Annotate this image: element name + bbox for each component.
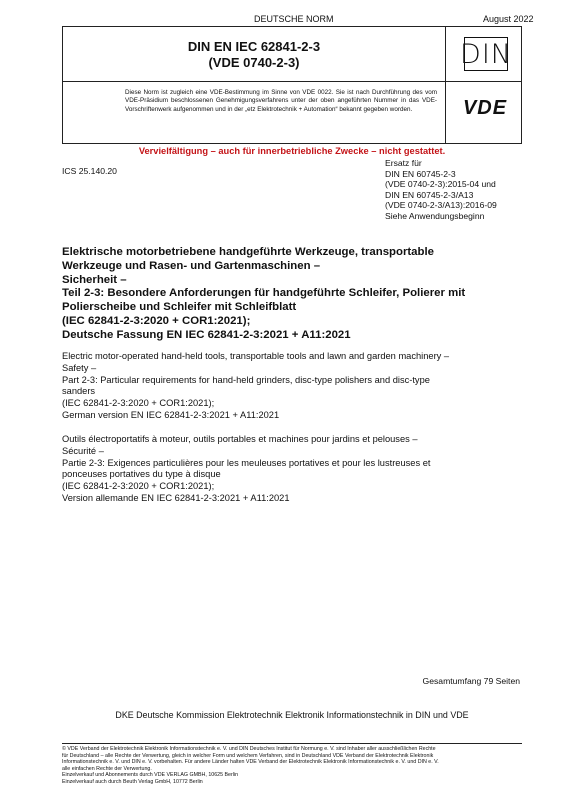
publication-date: August 2022 (483, 14, 534, 24)
title-german (62, 246, 542, 343)
title-german-line: Sicherheit – (62, 273, 127, 286)
header-divider-vertical (445, 27, 446, 143)
title-german-line: Deutsche Fassung EN IEC 62841-2-3:2021 + A11:2021 (62, 328, 351, 341)
title-english-line: German version EN IEC 62841-2-3:2021 + A11:2021 (62, 409, 280, 420)
replacement-line: Siehe Anwendungsbeginn (385, 210, 485, 221)
copyright-line: © VDE Verband der Elektrotechnik Elektronik Informationstechnik e. V. und DIN Deutsches Institut für Normung e. V. sind Inhaber aller ausschließlichen Rechte (62, 746, 436, 752)
sales-line: Einzelverkauf auch durch Beuth Verlag GmbH, 10772 Berlin (62, 778, 203, 785)
title-french-line: (IEC 62841-2-3:2020 + COR1:2021); (62, 481, 215, 492)
title-french-line: Partie 2-3: Exigences particulières pour les meuleuses portatives et pour les lustreuses et (62, 457, 431, 468)
title-french-line: Version allemande EN IEC 62841-2-3:2021 + A11:2021 (62, 492, 290, 503)
dke-line: DKE Deutsche Kommission Elektrotechnik Elektronik Informationstechnik in DIN und VDE (115, 710, 469, 720)
title-english-line: sanders (62, 386, 96, 397)
header-box (62, 26, 522, 144)
total-pages: Gesamtumfang 79 Seiten (422, 676, 520, 686)
copyright-footer (62, 746, 532, 786)
title-english (62, 351, 542, 422)
replacement-line: DIN EN 60745-2-3 (385, 168, 456, 179)
vde-regulation-note: Diese Norm ist zugleich eine VDE-Bestimmung im Sinne von VDE 0022. Sie ist nach Durchführung des vom VDE-Präsidium beschlossenen Genehmigungsverfahrens unter der oben angeführten Nummer in das VDE-Vorschriftenwerk aufgenommen und in der „etz Elektrotechnik + Automation“ bekannt gegeben worden. (125, 89, 437, 113)
title-english-line: Electric motor-operated hand-held tools, transportable tools and lawn and garden machinery – (62, 351, 450, 361)
title-french (62, 434, 542, 505)
title-french-line: Sécurité – (62, 445, 104, 456)
title-german-line: (IEC 62841-2-3:2020 + COR1:2021); (62, 314, 251, 327)
copy-warning: Vervielfältigung – auch für innerbetriebliche Zwecke – nicht gestattet. (138, 146, 446, 156)
title-german-line: Polierscheibe und Schleifer mit Schleifblatt (62, 301, 297, 314)
sales-line: Einzelverkauf und Abonnements durch VDE VERLAG GMBH, 10625 Berlin (62, 772, 239, 779)
replacement-line: Ersatz für (385, 158, 422, 168)
replacement-line: DIN EN 60745-2-3/A13 (385, 189, 474, 200)
footer-divider (62, 743, 522, 744)
din-logo: DIN (460, 38, 512, 70)
title-french-line: ponceuses portatives du type à disque (62, 469, 221, 480)
vde-number: (VDE 0740-2-3) (208, 55, 300, 70)
standard-designation (63, 39, 445, 71)
copyright-line: Informationstechnik e. V. und DIN e. V. vorbehalten. Für andere Länder halten VDE Verband der Elektrotechnik Elektronik Informationstechnik e. V. und DIN e. V. (62, 759, 439, 766)
replacement-line: (VDE 0740-2-3/A13):2016-09 (385, 200, 497, 211)
title-german-line: Teil 2-3: Besondere Anforderungen für handgeführte Schleifer, Polierer mit (62, 287, 466, 300)
replacement-info (385, 158, 560, 222)
title-french-line: Outils électroportatifs à moteur, outils portables et machines pour jardins et pelouses – (62, 434, 418, 444)
ics-code: ICS 25.140.20 (62, 166, 117, 176)
norm-series-label: DEUTSCHE NORM (254, 14, 334, 24)
header-divider-horizontal (63, 81, 521, 82)
replacement-line: (VDE 0740-2-3):2015-04 und (385, 179, 496, 190)
title-german-line: Werkzeuge und Rasen- und Gartenmaschinen – (62, 259, 321, 272)
title-english-line: (IEC 62841-2-3:2020 + COR1:2021); (62, 398, 215, 409)
title-english-line: Part 2-3: Particular requirements for hand-held grinders, disc-type polishers and disc-type (62, 374, 430, 385)
standard-number: DIN EN IEC 62841-2-3 (187, 39, 321, 54)
title-english-line: Safety – (62, 362, 97, 373)
vde-logo: VDE (462, 97, 508, 119)
title-german-line: Elektrische motorbetriebene handgeführte Werkzeuge, transportable (62, 246, 434, 258)
copyright-line: für Deutschland – alle Rechte der Verwertung, gleich in welcher Form und welchem Verfahren, sind in Deutschland VDE Verband der Elektrotechnik Elektronik (62, 752, 434, 759)
copyright-line: alle einfachen Rechte der Verwertung. (62, 765, 152, 772)
